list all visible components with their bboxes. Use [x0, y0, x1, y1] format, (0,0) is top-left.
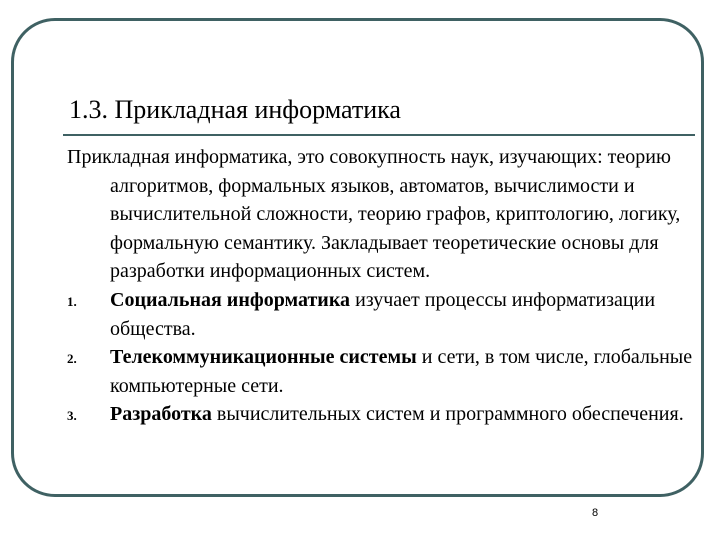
title-divider — [63, 134, 695, 136]
list-item-text: вычислительных систем и программного обеспечения. — [211, 403, 684, 426]
slide-body — [67, 143, 697, 429]
slide-title: 1.3. Прикладная информатика — [69, 95, 401, 124]
list-item-bold: Социальная информатика — [110, 288, 351, 311]
list-item-3 — [67, 400, 697, 429]
list-item-bold: Разработка — [110, 403, 212, 426]
list-item-1 — [67, 286, 697, 343]
list-item-text: изучает процессы информатизации общества. — [110, 288, 656, 340]
list-number: 3. — [67, 408, 77, 424]
page-number: 8 — [592, 507, 599, 519]
list-number: 1. — [67, 293, 77, 309]
list-number: 2. — [67, 351, 77, 367]
list-item-2 — [67, 343, 697, 400]
list-item-text: и сети, в том числе, глобальные компьютерные сети. — [110, 346, 693, 397]
list-item-bold: Телекоммуникационные системы — [110, 346, 417, 369]
intro-paragraph: Прикладная информатика, это совокупность наук, изучающих: теорию алгоритмов, формальных языков, автоматов, вычислимости и вычислительной сложности, теорию графов, криптологию, логику, формальную семантику. Закладывает теоретические основы для разработки информационных систем. — [67, 146, 681, 283]
